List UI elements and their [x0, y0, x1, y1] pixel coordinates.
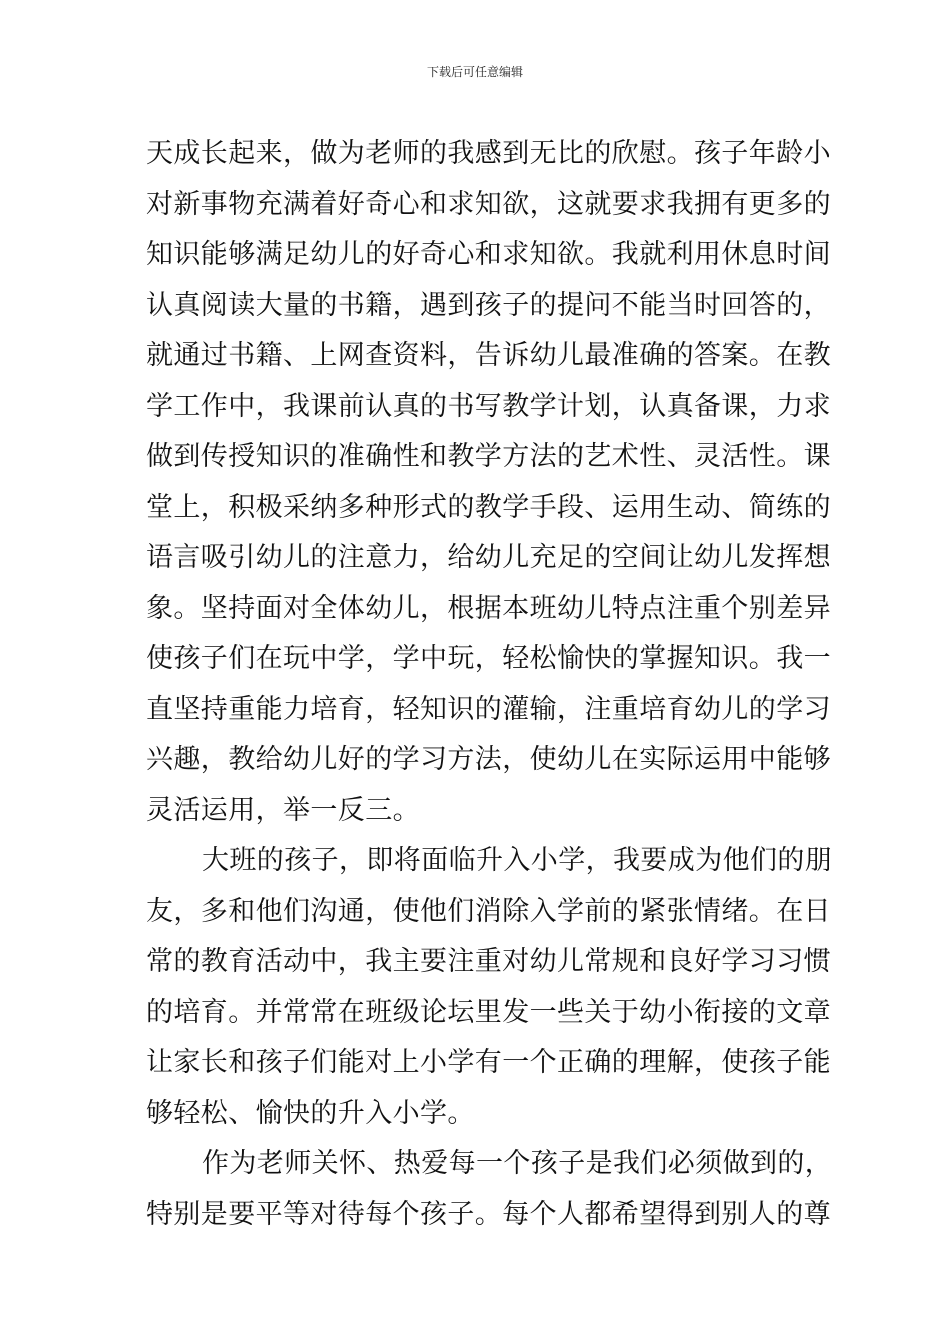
text-line: 常的教育活动中，我主要注重对幼儿常规和良好学习习惯: [146, 946, 831, 977]
text-line: 兴趣，教给幼儿好的学习方法，使幼儿在实际运用中能够: [146, 744, 831, 775]
text-line: 堂上，积极采纳多种形式的教学手段、运用生动、简练的: [146, 491, 831, 523]
document-body: [146, 129, 833, 1240]
text-line: 认真阅读大量的书籍，遇到孩子的提问不能当时回答的，: [146, 289, 831, 321]
text-line: 特别是要平等对待每个孩子。每个人都希望得到别人的尊: [146, 1198, 831, 1230]
paragraph-3: [146, 1139, 833, 1240]
text-line: 对新事物充满着好奇心和求知欲，这就要求我拥有更多的: [146, 188, 831, 220]
text-line: 象。坚持面对全体幼儿，根据本班幼儿特点注重个别差异: [146, 592, 831, 624]
text-line: 让家长和孩子们能对上小学有一个正确的理解，使孩子能: [146, 1047, 831, 1078]
text-line: 大班的孩子，即将面临升入小学，我要成为他们的朋: [202, 845, 833, 876]
paragraph-2: [146, 836, 833, 1139]
text-line: 直坚持重能力培育，轻知识的灌输，注重培育幼儿的学习: [146, 693, 831, 725]
text-line: 灵活运用，举一反三。: [146, 794, 420, 826]
text-line: 友，多和他们沟通，使他们消除入学前的紧张情绪。在日: [146, 895, 831, 927]
text-line: 作为老师关怀、热爱每一个孩子是我们必须做到的，: [202, 1148, 833, 1179]
text-line: 语言吸引幼儿的注意力，给幼儿充足的空间让幼儿发挥想: [146, 542, 831, 573]
page-header: 下载后可任意编辑: [426, 65, 523, 79]
text-line: 使孩子们在玩中学，学中玩，轻松愉快的掌握知识。我一: [146, 643, 831, 674]
text-line: 知识能够满足幼儿的好奇心和求知欲。我就利用休息时间: [146, 239, 831, 270]
text-line: 学工作中，我课前认真的书写教学计划，认真备课，力求: [146, 390, 831, 422]
paragraph-1: [146, 129, 831, 836]
text-line: 的培育。并常常在班级论坛里发一些关于幼小衔接的文章: [146, 996, 831, 1028]
text-line: 够轻松、愉快的升入小学。: [146, 1097, 475, 1129]
text-line: 天成长起来，做为老师的我感到无比的欣慰。孩子年龄小: [146, 138, 831, 169]
text-line: 做到传授知识的准确性和教学方法的艺术性、灵活性。课: [146, 441, 831, 472]
text-line: 就通过书籍、上网查资料，告诉幼儿最准确的答案。在教: [146, 340, 831, 371]
